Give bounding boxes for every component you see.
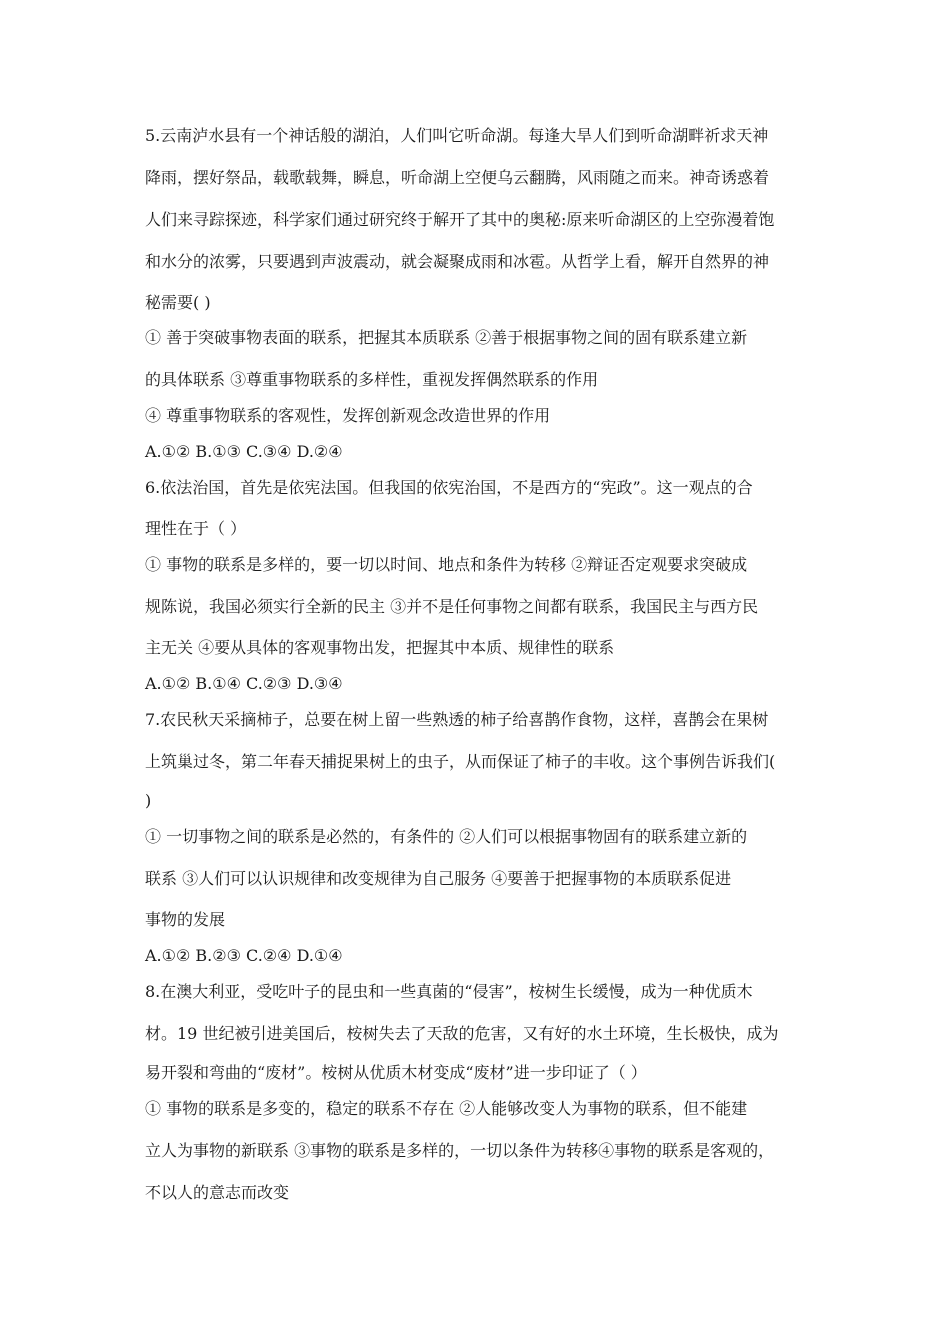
question-text-line: 5.云南泸水县有一个神话般的湖泊，人们叫它听命湖。每逢大旱人们到听命湖畔祈求天神 [145, 126, 769, 145]
option-line: 的具体联系 ③尊重事物联系的多样性，重视发挥偶然联系的作用 [145, 370, 599, 389]
question-text-line: 材。19 世纪被引进美国后，桉树失去了天敌的危害，又有好的水土环境，生长极快，成为 [145, 1024, 779, 1043]
answer-choices: A.①② B.①③ C.③④ D.②④ [145, 442, 343, 461]
question-text-line: 理性在于（ ） [145, 519, 247, 538]
question-text-line: 7.农民秋天采摘柿子，总要在树上留一些熟透的柿子给喜鹊作食物，这样，喜鹊会在果树 [145, 710, 769, 729]
option-line: 立人为事物的新联系 ③事物的联系是多样的，一切以条件为转移④事物的联系是客观的， [145, 1141, 775, 1160]
option-line: 规陈说，我国必须实行全新的民主 ③并不是任何事物之间都有联系，我国民主与西方民 [145, 597, 759, 616]
question-text-line: 8.在澳大利亚，受吃叶子的昆虫和一些真菌的“侵害”，桉树生长缓慢，成为一种优质木 [145, 982, 753, 1001]
option-line: ① 一切事物之间的联系是必然的，有条件的 ②人们可以根据事物固有的联系建立新的 [145, 827, 748, 846]
option-line: 主无关 ④要从具体的客观事物出发，把握其中本质、规律性的联系 [145, 638, 615, 657]
option-line: ④ 尊重事物联系的客观性，发挥创新观念改造世界的作用 [145, 406, 551, 425]
question-text-line: 秘需要( ) [145, 293, 211, 312]
option-line: 联系 ③人们可以认识规律和改变规律为自己服务 ④要善于把握事物的本质联系促进 [145, 869, 732, 888]
question-text-line: ) [145, 791, 152, 810]
question-text-line: 人们来寻踪探迹，科学家们通过研究终于解开了其中的奥秘:原来听命湖区的上空弥漫着饱 [145, 210, 775, 229]
question-text-line: 易开裂和弯曲的“废材”。桉树从优质木材变成“废材”进一步印证了（ ） [145, 1063, 647, 1082]
question-text-line: 6.依法治国，首先是依宪法国。但我国的依宪治国，不是西方的“宪政”。这一观点的合 [145, 478, 753, 497]
option-line: 不以人的意志而改变 [145, 1183, 290, 1202]
option-line: ① 事物的联系是多样的，要一切以时间、地点和条件为转移 ②辩证否定观要求突破成 [145, 555, 748, 574]
question-text-line: 和水分的浓雾，只要遇到声波震动，就会凝聚成雨和冰雹。从哲学上看，解开自然界的神 [145, 252, 770, 271]
question-text-line: 降雨，摆好祭品，载歌载舞，瞬息，听命湖上空便乌云翻腾，风雨随之而来。神奇诱惑着 [145, 168, 770, 187]
option-line: 事物的发展 [145, 910, 226, 929]
answer-choices: A.①② B.②③ C.②④ D.①④ [145, 946, 343, 965]
option-line: ① 事物的联系是多变的，稳定的联系不存在 ②人能够改变人为事物的联系，但不能建 [145, 1099, 748, 1118]
option-line: ① 善于突破事物表面的联系，把握其本质联系 ②善于根据事物之间的固有联系建立新 [145, 328, 748, 347]
answer-choices: A.①② B.①④ C.②③ D.③④ [145, 674, 343, 693]
question-text-line: 上筑巢过冬，第二年春天捕捉果树上的虫子，从而保证了柿子的丰收。这个事例告诉我们( [145, 752, 776, 771]
